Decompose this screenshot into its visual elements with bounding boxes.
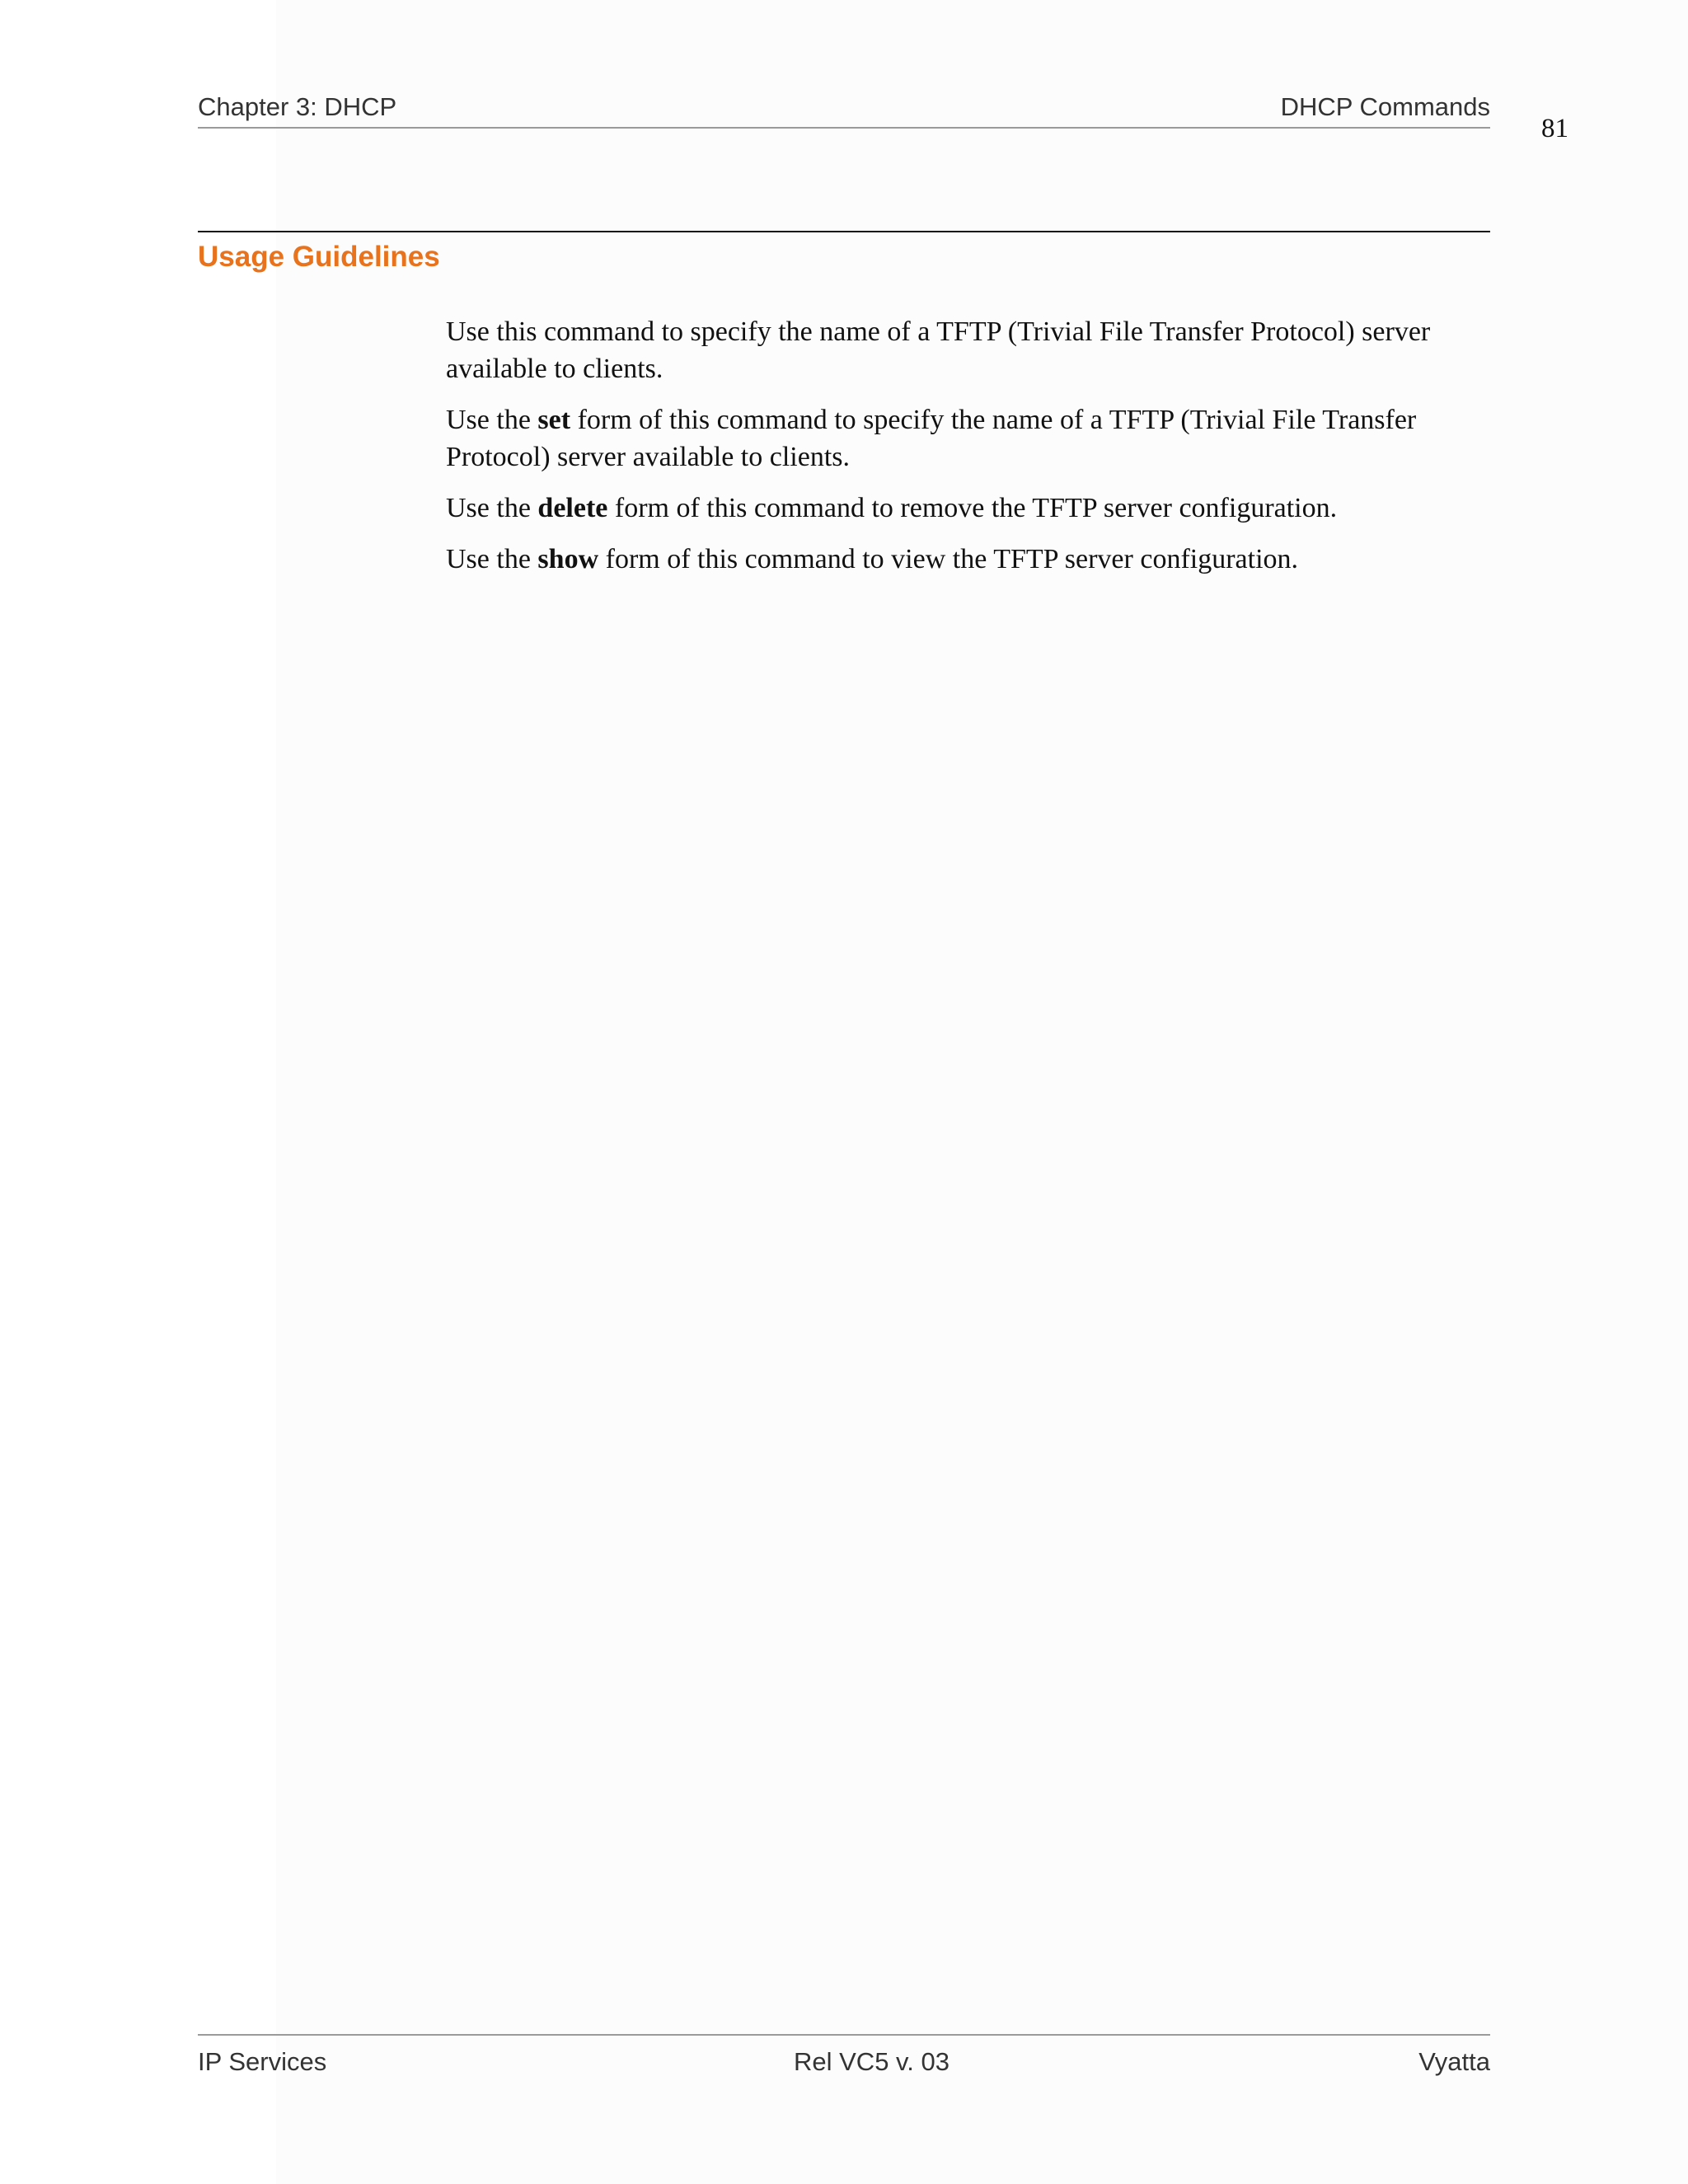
header-section: DHCP Commands (1280, 92, 1490, 121)
paragraph-prefix: Use the (446, 544, 538, 574)
paragraph-set-form (446, 401, 1493, 476)
header-divider (198, 127, 1490, 129)
paragraph-show-form (446, 541, 1493, 578)
keyword-show: show (537, 544, 599, 574)
paragraph-suffix: form of this command to remove the TFTP server configuration. (607, 493, 1338, 523)
paragraph-text: Use this command to specify the name of a TFTP (Trivial File Transfer Protocol) server available to clients. (446, 316, 1431, 384)
paragraph-description (446, 313, 1493, 387)
section-heading: Usage Guidelines (198, 241, 440, 273)
page-number: 81 (1541, 114, 1568, 143)
keyword-set: set (537, 405, 571, 435)
paragraph-prefix: Use the (446, 493, 538, 523)
footer-company: Vyatta (1418, 2047, 1490, 2076)
header-chapter: Chapter 3: DHCP (198, 92, 397, 121)
footer-release: Rel VC5 v. 03 (794, 2047, 950, 2076)
footer-product: IP Services (198, 2047, 327, 2076)
paragraph-prefix: Use the (446, 405, 538, 435)
paragraph-suffix: form of this command to view the TFTP server configuration. (598, 544, 1299, 574)
footer-divider (198, 2034, 1490, 2036)
paragraph-delete-form (446, 490, 1493, 527)
usage-guidelines-body (446, 313, 1493, 592)
paragraph-suffix: form of this command to specify the name of a TFTP (Trivial File Transfer Protocol) server available to clients. (446, 405, 1417, 472)
section-divider (198, 231, 1490, 232)
keyword-delete: delete (537, 493, 608, 523)
